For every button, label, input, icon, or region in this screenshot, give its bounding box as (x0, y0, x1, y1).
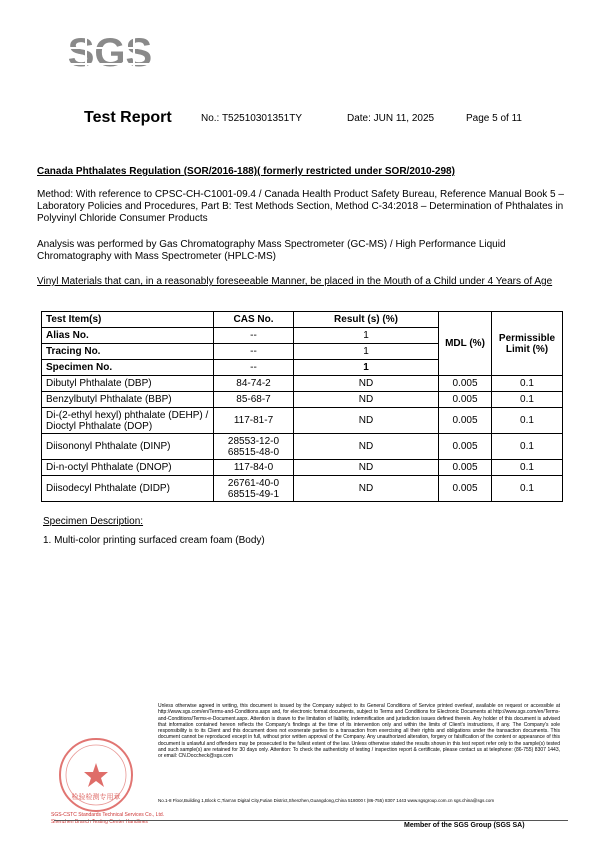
table-row (42, 392, 563, 408)
item-limit: 0.1 (492, 434, 563, 460)
header-cas: CAS No. (214, 312, 294, 328)
table-row (42, 434, 563, 460)
seal-branch-line: Shenzhen Branch Testing Center Handlines (51, 819, 148, 825)
item-limit: 0.1 (492, 476, 563, 502)
footer-address: No.1-8 Floor,Building 1,Block C,Tian'an Digital City,Futian District,Shenzhen,Guangdong,China 518000 t (86-755) 8307 1443 www.sgsgroup.com.cn sgs.china@sgs.com (158, 798, 495, 803)
inspection-seal (51, 735, 151, 815)
item-name: Dibutyl Phthalate (DBP) (42, 376, 214, 392)
item-result: ND (294, 476, 439, 502)
item-limit: 0.1 (492, 392, 563, 408)
item-limit: 0.1 (492, 460, 563, 476)
item-mdl: 0.005 (439, 434, 492, 460)
sgs-logo-text: SGS (67, 31, 153, 75)
table-row (42, 476, 563, 502)
item-limit: 0.1 (492, 408, 563, 434)
header-mdl: MDL (%) (439, 312, 492, 376)
table-row (42, 460, 563, 476)
report-number: No.: T52510301351TY (201, 113, 303, 124)
tracing-label: Tracing No. (42, 344, 214, 360)
item-name: Diisodecyl Phthalate (DIDP) (42, 476, 214, 502)
sgs-logo-graphic (62, 18, 158, 90)
sgs-logo (62, 18, 158, 90)
item-cas: 26761-40-0 68515-49-1 (214, 476, 294, 502)
item-name: Di-n-octyl Phthalate (DNOP) (42, 460, 214, 476)
item-mdl: 0.005 (439, 376, 492, 392)
item-cas: 28553-12-0 68515-48-0 (214, 434, 294, 460)
tracing-value: 1 (294, 344, 439, 360)
specimen-description-item: 1. Multi-color printing surfaced cream foam (Body) (43, 535, 265, 546)
page-number: Page 5 of 11 (466, 113, 522, 124)
item-mdl: 0.005 (439, 392, 492, 408)
footer-disclaimer: Unless otherwise agreed in writing, this document is issued by the Company subject to its General Conditions of Service printed overleaf, available on request or accessible at http://www.sgs.com/en/Terms-and-Conditions.aspx and, for electronic format documents, subject to Terms and Conditions for Electronic Documents at http://www.sgs.com/en/Terms-and-Conditions/Terms-e-Document.aspx. Attention is drawn to the limitation of liability, indemnification and jurisdiction issues defined therein. Any holder of this document is advised that information contained hereon reflects the Company's findings at the time of its intervention only and within the limits of Client's instructions, if any. The Company's sole responsibility is to its Client and this document does not exonerate parties to a transaction from exercising all their rights and obligations under the transaction documents. This document cannot be reproduced except in full, without prior written approval of the Company. Any unauthorized alteration, forgery or falsification of the content or appearance of this document is unlawful and offenders may be prosecuted to the fullest extent of the law. Unless otherwise stated the results shown in this test report refer only to the sample(s) tested and such sample(s) are retained for 30 days only. Attention: To check the authenticity of testing / inspection report & certificate, please contact us at telephone: (86-755) 8307 1443, or email: CN.Doccheck@sgs.com (158, 703, 560, 760)
seal-company-line: SGS-CSTC Standards Technical Services Co., Ltd. (51, 812, 165, 818)
item-mdl: 0.005 (439, 408, 492, 434)
specimen-value: 1 (294, 360, 439, 376)
tracing-cas: -- (214, 344, 294, 360)
item-result: ND (294, 376, 439, 392)
report-date: Date: JUN 11, 2025 (347, 113, 435, 124)
item-mdl: 0.005 (439, 460, 492, 476)
alias-label: Alias No. (42, 328, 214, 344)
item-cas: 85-68-7 (214, 392, 294, 408)
footer-divider (54, 820, 568, 821)
method-paragraph: Method: With reference to CPSC-CH-C1001-09.4 / Canada Health Product Safety Bureau, Reference Manual Book 5 – Laboratory Policies and Procedures, Part B: Test Methods Section, Method C-34:2018 – Determination of Phthalates in Polyvinyl Chloride Consumer Products (37, 189, 564, 224)
header-limit: Permissible Limit (%) (492, 312, 563, 376)
scope-paragraph: Vinyl Materials that can, in a reasonably foreseeable Manner, be placed in the Mouth of a Child under 4 Years of Age (37, 276, 553, 287)
item-name: Di-(2-ethyl hexyl) phthalate (DEHP) / Dioctyl Phthalate (DOP) (42, 408, 214, 434)
item-result: ND (294, 408, 439, 434)
item-cas: 117-81-7 (214, 408, 294, 434)
item-cas: 117-84-0 (214, 460, 294, 476)
table-row (42, 408, 563, 434)
item-result: ND (294, 392, 439, 408)
item-mdl: 0.005 (439, 476, 492, 502)
report-title: Test Report (84, 109, 172, 126)
item-cas: 84-74-2 (214, 376, 294, 392)
results-table (41, 311, 563, 502)
specimen-description-title: Specimen Description: (43, 516, 144, 527)
item-limit: 0.1 (492, 376, 563, 392)
table-row (42, 376, 563, 392)
table-header-row (42, 312, 563, 328)
specimen-label: Specimen No. (42, 360, 214, 376)
seal-stamp-graphic (51, 735, 151, 815)
item-name: Diisononyl Phthalate (DINP) (42, 434, 214, 460)
item-name: Benzylbutyl Phthalate (BBP) (42, 392, 214, 408)
header-test-item: Test Item(s) (42, 312, 214, 328)
item-result: ND (294, 434, 439, 460)
specimen-cas: -- (214, 360, 294, 376)
alias-cas: -- (214, 328, 294, 344)
section-title: Canada Phthalates Regulation (SOR/2016-188)( formerly restricted under SOR/2010-298) (37, 166, 455, 177)
footer-member: Member of the SGS Group (SGS SA) (404, 822, 525, 829)
analysis-paragraph: Analysis was performed by Gas Chromatography Mass Spectrometer (GC-MS) / High Performance Liquid Chromatography with Mass Spectrometer (HPLC-MS) (37, 239, 506, 262)
seal-text: 检验检测专用章 (71, 793, 121, 801)
header-result: Result (s) (%) (294, 312, 439, 328)
alias-value: 1 (294, 328, 439, 344)
item-result: ND (294, 460, 439, 476)
